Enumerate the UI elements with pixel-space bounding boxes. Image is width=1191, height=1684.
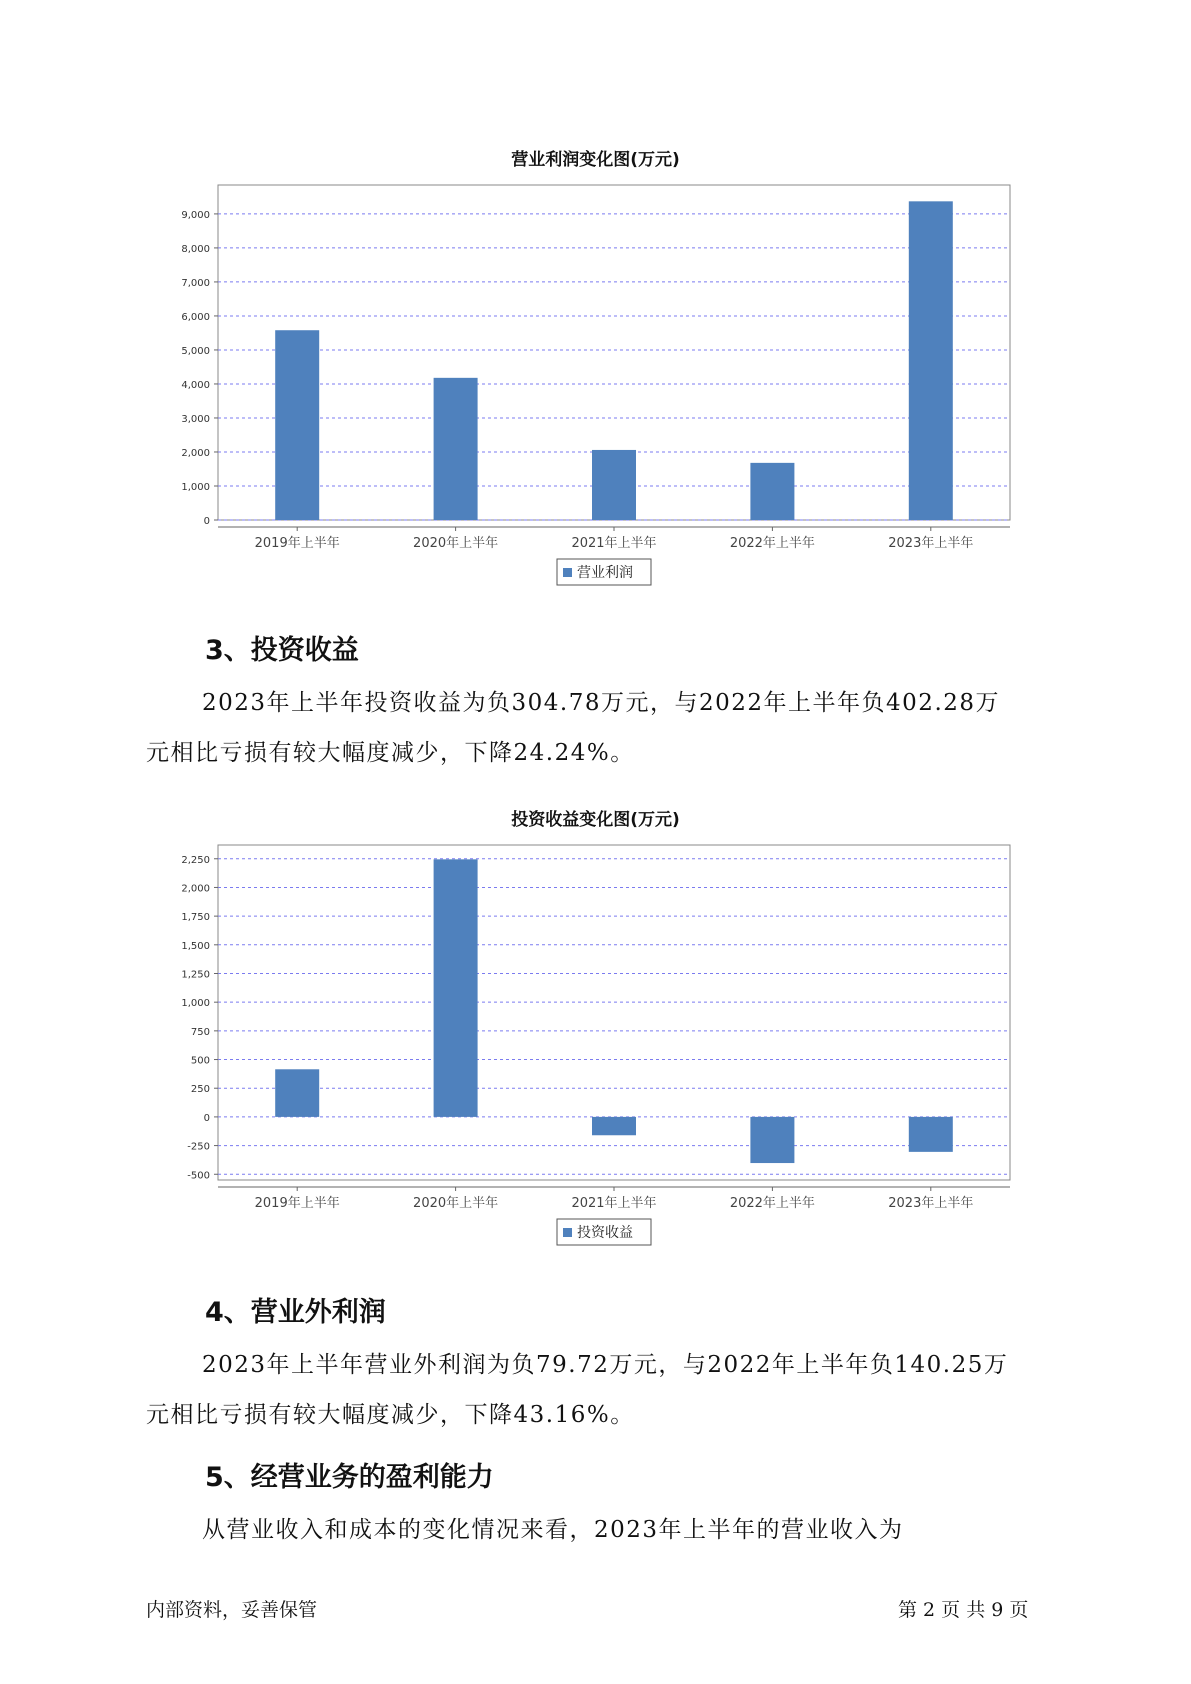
paragraph-line xyxy=(146,678,1066,728)
y-tick-label: 500 xyxy=(190,1055,210,1067)
footer-note: 内部资料，妥善保管 xyxy=(146,1599,318,1621)
x-tick-label: 2020年上半年 xyxy=(413,1196,499,1211)
bar xyxy=(275,1069,319,1117)
y-tick-label: 0 xyxy=(203,516,210,527)
paragraph-text: 2023年上半年营业外利润为负79.72万元，与2022年上半年负140.25万 xyxy=(202,1352,1009,1378)
y-tick-label: 5,000 xyxy=(181,345,210,357)
y-tick-label: 7,000 xyxy=(181,277,210,289)
y-tick-label: 1,500 xyxy=(181,940,210,952)
y-tick-label: -500 xyxy=(187,1170,210,1182)
paragraph-profitability xyxy=(146,1505,1066,1555)
paragraph-line xyxy=(146,1340,1066,1390)
paragraph-line xyxy=(146,728,1066,778)
chart-title-operating-profit: 营业利润变化图(万元) xyxy=(511,150,680,170)
bar xyxy=(592,1117,636,1135)
paragraph-line xyxy=(146,1390,1066,1440)
y-tick-label: 2,250 xyxy=(181,854,210,866)
paragraph-text: 元相比亏损有较大幅度减少，下降43.16%。 xyxy=(146,1402,635,1428)
section-heading-profitability: 5、经营业务的盈利能力 xyxy=(205,1462,494,1493)
y-tick-label: 4,000 xyxy=(181,379,210,391)
x-tick-label: 2023年上半年 xyxy=(888,1196,974,1211)
chart-title-investment-income: 投资收益变化图(万元) xyxy=(511,810,680,830)
x-tick-label: 2019年上半年 xyxy=(254,1196,340,1211)
paragraph-line xyxy=(146,1505,1066,1555)
x-tick-label: 2021年上半年 xyxy=(571,1196,657,1211)
paragraph-investment xyxy=(146,678,1066,778)
bar xyxy=(750,463,794,520)
section-heading-non-operating: 4、营业外利润 xyxy=(205,1297,386,1328)
y-tick-label: 6,000 xyxy=(181,311,210,323)
y-tick-label: 8,000 xyxy=(181,243,210,255)
y-tick-label: 1,750 xyxy=(181,912,210,924)
y-tick-label: 2,000 xyxy=(181,883,210,895)
x-tick-label: 2021年上半年 xyxy=(571,536,657,551)
paragraph-text: 从营业收入和成本的变化情况来看，2023年上半年的营业收入为 xyxy=(202,1517,904,1543)
y-tick-label: 3,000 xyxy=(181,413,210,425)
operating-profit-chart xyxy=(0,170,1191,590)
y-tick-label: 250 xyxy=(190,1084,210,1096)
x-tick-label: 2023年上半年 xyxy=(888,536,974,551)
x-tick-label: 2022年上半年 xyxy=(729,1196,815,1211)
bar xyxy=(909,201,953,520)
bar xyxy=(434,859,478,1117)
x-tick-label: 2022年上半年 xyxy=(729,536,815,551)
bar xyxy=(275,330,319,520)
y-tick-label: 9,000 xyxy=(181,209,210,221)
investment-income-chart xyxy=(0,830,1191,1250)
y-tick-label: 1,000 xyxy=(181,481,210,493)
y-tick-label: 750 xyxy=(190,1026,210,1038)
legend-label: 投资收益 xyxy=(577,1225,633,1241)
y-tick-label: 1,250 xyxy=(181,969,210,981)
y-tick-label: 1,000 xyxy=(181,998,210,1010)
y-tick-label: 0 xyxy=(203,1112,210,1124)
y-tick-label: -250 xyxy=(187,1141,210,1153)
legend-swatch xyxy=(563,568,572,577)
x-tick-label: 2019年上半年 xyxy=(254,536,340,551)
y-tick-label: 2,000 xyxy=(181,447,210,459)
bar xyxy=(909,1117,953,1152)
paragraph-non-operating xyxy=(146,1340,1066,1440)
paragraph-text: 元相比亏损有较大幅度减少，下降24.24%。 xyxy=(146,740,635,766)
paragraph-text: 2023年上半年投资收益为负304.78万元，与2022年上半年负402.28万 xyxy=(202,690,1001,716)
section-heading-investment: 3、投资收益 xyxy=(205,635,359,666)
legend-label: 营业利润 xyxy=(577,565,633,581)
page-number: 第 2 页 共 9 页 xyxy=(898,1599,1029,1621)
bar xyxy=(434,378,478,520)
bar xyxy=(750,1117,794,1163)
x-tick-label: 2020年上半年 xyxy=(413,536,499,551)
bar xyxy=(592,450,636,520)
legend-swatch xyxy=(563,1228,572,1237)
